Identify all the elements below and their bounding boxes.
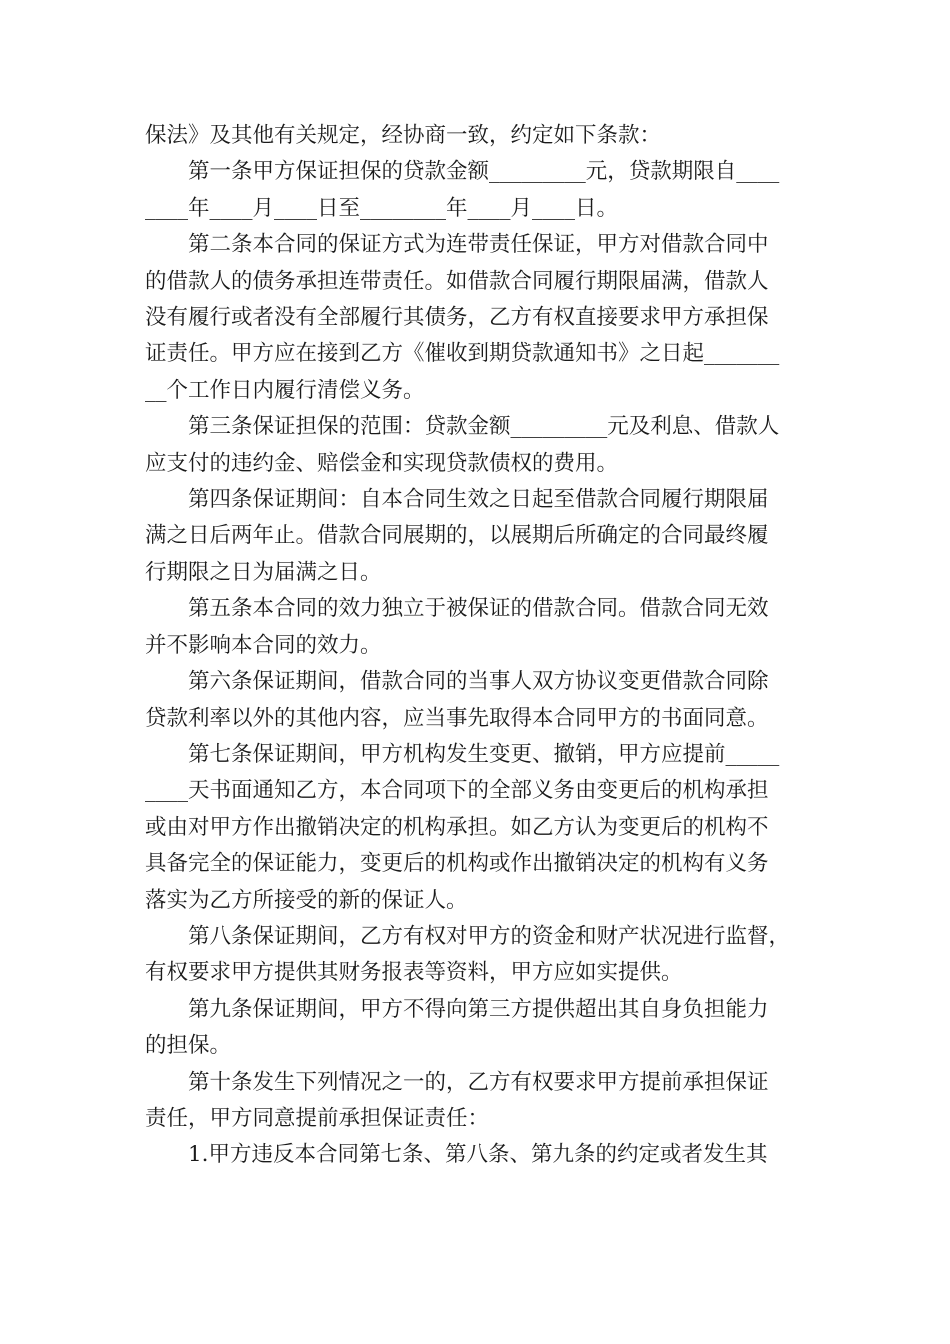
paragraph-line: 没有履行或者没有全部履行其债务，乙方有权直接要求甲方承担保 <box>145 305 769 331</box>
paragraph-line: 满之日后两年止。借款合同展期的，以展期后所确定的合同最终履 <box>145 523 769 549</box>
contract-paragraph <box>145 227 825 409</box>
paragraph-line: 第二条本合同的保证方式为连带责任保证，甲方对借款合同中 <box>188 232 769 258</box>
paragraph-line: 有权要求甲方提供其财务报表等资料，甲方应如实提供。 <box>145 960 683 986</box>
paragraph-line: 具备完全的保证能力，变更后的机构或作出撤销决定的机构有义务 <box>145 851 769 877</box>
paragraph-line: 第九条保证期间，甲方不得向第三方提供超出其自身负担能力 <box>188 996 769 1022</box>
paragraph-line: 的借款人的债务承担连带责任。如借款合同履行期限届满，借款人 <box>145 268 769 294</box>
paragraph-line: ____天书面通知乙方，本合同项下的全部义务由变更后的机构承担 <box>145 778 769 804</box>
contract-paragraph <box>145 737 825 919</box>
paragraph-line: 第七条保证期间，甲方机构发生变更、撤销，甲方应提前_____ <box>188 741 780 767</box>
paragraph-line: 第三条保证担保的范围：贷款金额_________元及利息、借款人 <box>188 414 780 440</box>
paragraph-line: 第十条发生下列情况之一的，乙方有权要求甲方提前承担保证 <box>188 1069 769 1095</box>
paragraph-line: 行期限之日为届满之日。 <box>145 559 382 585</box>
contract-paragraph <box>145 919 825 992</box>
paragraph-line: __个工作日内履行清偿义务。 <box>145 377 425 403</box>
paragraph-line: 证责任。甲方应在接到乙方《催收到期贷款通知书》之日起_______ <box>145 341 780 367</box>
contract-paragraph <box>145 409 825 482</box>
paragraph-line: 第六条保证期间，借款合同的当事人双方协议变更借款合同除 <box>188 669 769 695</box>
contract-paragraph <box>145 591 825 664</box>
paragraph-line: 第八条保证期间，乙方有权对甲方的资金和财产状况进行监督， <box>188 923 791 949</box>
contract-paragraph <box>145 1137 825 1173</box>
paragraph-line: 或由对甲方作出撤销决定的机构承担。如乙方认为变更后的机构不 <box>145 814 769 840</box>
paragraph-line: 责任，甲方同意提前承担保证责任： <box>145 1105 490 1131</box>
paragraph-line: 保法》及其他有关规定，经协商一致，约定如下条款： <box>145 123 662 148</box>
paragraph-line: 第一条甲方保证担保的贷款金额_________元，贷款期限自____ <box>188 159 780 185</box>
contract-page <box>145 118 825 1174</box>
contract-paragraph <box>145 664 825 737</box>
contract-paragraph <box>145 482 825 591</box>
paragraph-line: 1.甲方违反本合同第七条、第八条、第九条的约定或者发生其 <box>188 1142 768 1168</box>
contract-paragraph <box>145 154 825 227</box>
paragraph-line: 贷款利率以外的其他内容，应当事先取得本合同甲方的书面同意。 <box>145 705 769 731</box>
paragraph-line: ____年____月____日至________年____月____日。 <box>145 195 619 221</box>
paragraph-line: 的担保。 <box>145 1033 232 1059</box>
paragraph-line: 第五条本合同的效力独立于被保证的借款合同。借款合同无效 <box>188 596 769 622</box>
contract-paragraph <box>145 992 825 1065</box>
paragraph-line: 并不影响本合同的效力。 <box>145 632 382 658</box>
contract-paragraph <box>145 1065 825 1138</box>
paragraph-line: 第四条保证期间：自本合同生效之日起至借款合同履行期限届 <box>188 487 769 513</box>
contract-paragraph <box>145 118 825 154</box>
paragraph-line: 应支付的违约金、赔偿金和实现贷款债权的费用。 <box>145 450 619 476</box>
paragraph-line: 落实为乙方所接受的新的保证人。 <box>145 887 468 913</box>
